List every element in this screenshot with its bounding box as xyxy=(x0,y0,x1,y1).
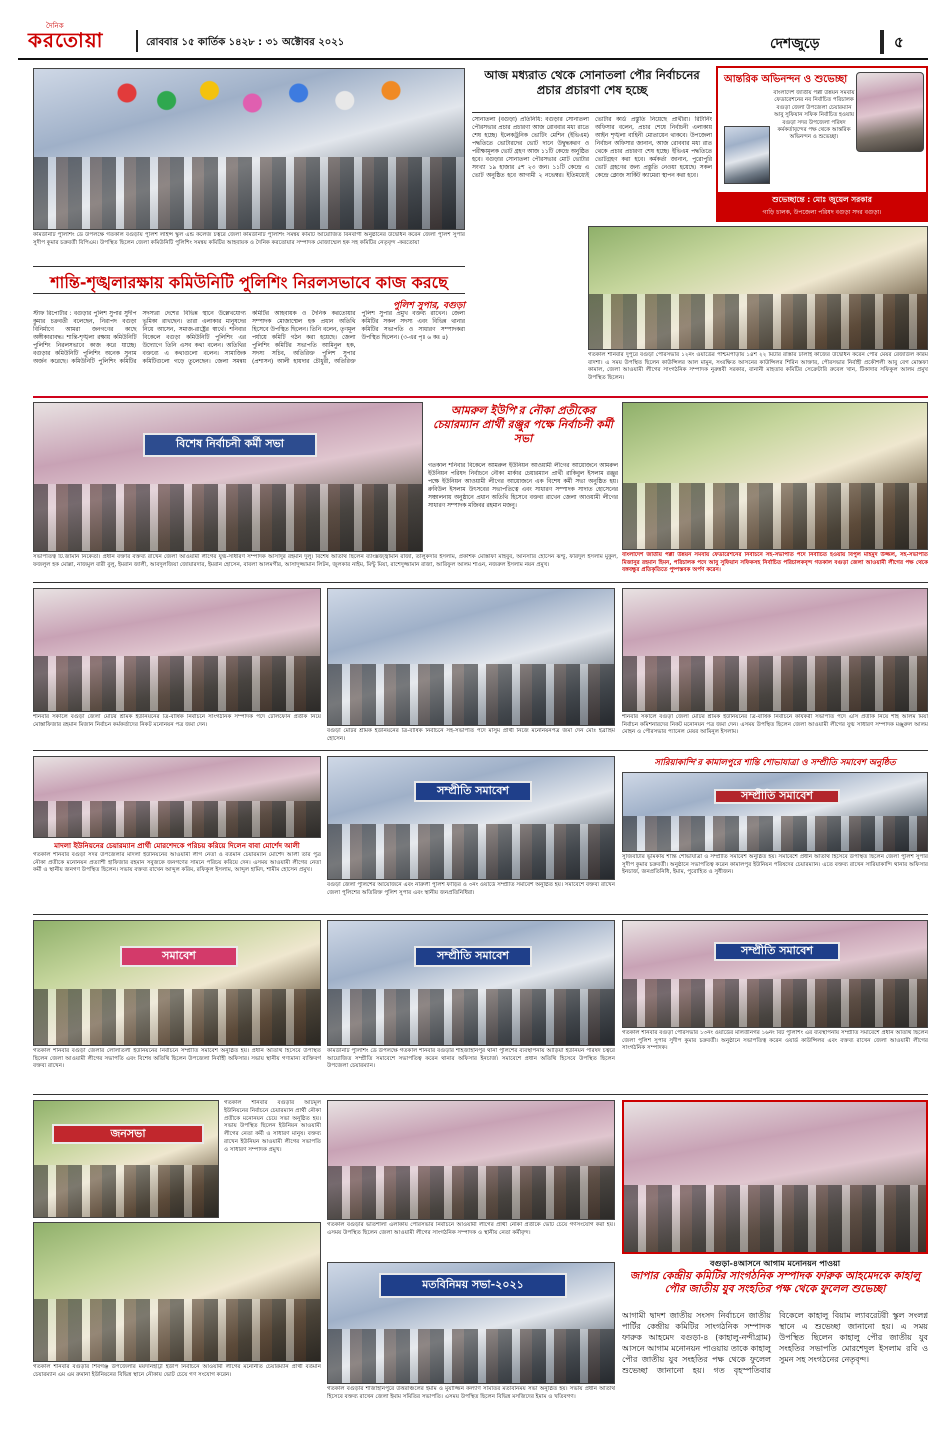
kahalu-kicker: বগুড়া-৪আসনে আগাম মনোনয়ন পাওয়া xyxy=(709,1259,841,1268)
ad-text: বাংলাদেশ জাতীয় পল্লী উন্নয়ন সমবায় ফেডারেশনের নব নির্বাচিত পরিচালক বগুড়া জেলা উপজেলা চেয়ারম্যান আবু সুফিয়ান সফিক নির্বাচিত হওয়ায় বগুড়া সদর উপজেলা পরিষদ কর্মকর্তাবৃন্দের পক্ষ থেকে আন্তরিক অভিনন্দন ও শুভেচ্ছা। xyxy=(773,90,855,141)
sariakandi-caption: সুজিবাটার ভূমিকায় শান্তি শোভাযাত্রা ও সম্প্রীতি সমাবেশ অনুষ্ঠিত হয়। সমাবেশে প্রধান অতিথি হিসেবে উপস্থিত ছিলেন জেলা পুলিশ সুপার সুদীপ কুমার চক্রবর্তী। অনুষ্ঠানে সভাপতিত্ব করেন কামালপুর ইউনিয়ন পরিষদের চেয়ারম্যান। এতে বক্তব্য রাখেন সারিয়াকান্দি থানার অফিসার ইনচার্জ, জনপ্রতিনিধি, ইমাম, পুরোহিত ও সুধীজন। xyxy=(622,854,928,876)
page-divider xyxy=(880,30,884,54)
campaign-photo xyxy=(33,1222,321,1362)
wreath-photo xyxy=(622,402,928,550)
logo-small: দৈনিক xyxy=(46,22,64,30)
section-divider-1 xyxy=(33,396,928,398)
masthead xyxy=(0,0,945,60)
nomination-caption-3: শনিবার সকালে বগুড়া জেলা মোটর শ্রমিক ইউনিয়নের ত্রি-বার্ষিক নির্বাচনে কার্যকরী সভাপতি পদে এসি প্রতীক নিয়ে শাহ আলম মিয়া নির্বাচন কমিশনারদের নিকট মনোনয়ন পত্র জমা দেন। এসময় উপস্থিত ছিলেন জেলা আওয়ামী লীগের যুগ্ম সাধারণ সম্পাদক মঞ্জুরুল আলম মোহন ও পৌরসভার প্যানেল মেয়র আমিনুল ইসলাম। xyxy=(622,714,928,736)
malotinagar-photo: সম্প্রীতি সমাবেশ xyxy=(622,920,928,1028)
awami-body: গতকাল শনিবার বিকেলে আমরুল ইউনিয়ন আওয়ামী লীগের আয়োজনে আমরুল ইউনিয়ন পরিষদ নির্বাচনে নৌকা মার্কার চেয়ারম্যান প্রার্থী রাকিবুল ইসলাম রঞ্জুর পক্ষে ইউনিয়ন আওয়ামী লীগের আয়োজনে এক বিশেষ কর্মী সভা অনুষ্ঠিত হয়। রুবিউল ইসলাম উৎসবের সভাপতিত্বে এবং সাধারণ সম্পাদক সাদাত হোসেনের সঞ্চালনায় অনুষ্ঠানে প্রধান অতিথি হিসেবে বক্তব্য রাখেন জেলা আওয়ামী লীগের সাধারণ সম্পাদক মজিবর রহমান মজনু। xyxy=(428,463,618,509)
shajahanpur-caption: কমিউনিটি পুলিশিং ডে উপলক্ষে গতকাল শনিবার বগুড়ার শাহজাহানপুর থানা পুলিশের ব্যবস্থাপনায় আড়িয়া ইউনিয়ন পরিষদ চত্বরে আয়োজিত সম্প্রীতি সমাবেশে সভাপতিত্ব করেন থানার অফিসার ইনচার্জ। সমাবেশে প্রধান অতিথি হিসেবে উপস্থিত ছিলেন উপজেলা চেয়ারম্যান। xyxy=(327,1048,615,1070)
bhatshala-caption: গতকাল বগুড়ার ভাতশালা এলাকায় পৌরসভার নির্বাচনে আওয়ামী লীগের প্রার্থী নৌকা প্রতীকে ভোট চেয়ে গণসংযোগ করা হয়। এসময় উপস্থিত ছিলেন জেলা আওয়ামী লীগের সাংগঠনিক সম্পাদক ও স্থানীয় নেতা কর্মীবৃন্দ। xyxy=(327,1222,615,1236)
atmul-text: গতকাল শনিবার বগুড়ার আটমূল ইউনিয়নের নির্বাচনে চেয়ারম্যান প্রার্থী নৌকা প্রতীকে মনোনয়ন চেয়ে সভা অনুষ্ঠিত হয়। সভায় উপস্থিত ছিলেন ইউনিয়ন আওয়ামী লীগের নেতা কর্মী ও সাধারণ মানুষ। বক্তব্য রাখেন ইউনিয়ন আওয়ামী লীগের সভাপতি ও সাধারণ সম্পাদক প্রমুখ। xyxy=(224,1100,321,1153)
ad-sponsor-bar xyxy=(718,192,926,220)
kahalu-body: আগামী দ্বাদশ জাতীয় সংসদ নির্বাচনে জাতীয় পার্টির কেন্দ্রীয় কমিটির সাংগঠনিক সম্পাদক ফারুক আহমেদ বগুড়া-৪ (কাহালু-নন্দীগ্রাম) আসনে আগাম মনোনয়ন পাওয়ায় তাকে কাহালু পৌর জাতীয় যুব সংহতির পক্ষ থেকে ফুলেল শুভেচ্ছা জানানো হয়। গত বৃহস্পতিবার বিকেলে কাহালু বিয়াম ল্যাবরেটরী স্কুল সংলগ্ন স্থানে এ শুভেচ্ছা জানানো হয়। এ সময় উপস্থিত ছিলেন কাহালু পৌর জাতীয় যুব সংহতির সভাপতি মোরশেদুল ইসলাম রবি ও সুমন সহ সংগঠনের নেতৃবৃন্দ। xyxy=(622,1311,928,1375)
top-headline-box xyxy=(33,266,465,294)
section-name: দেশজুড়ে xyxy=(770,36,820,52)
sariakandi-title: সারিয়াকান্দি'র কামালপুরে শান্তি শোভাযাত্রা ও সম্প্রীতি সমাবেশ অনুষ্ঠিত xyxy=(654,758,896,768)
top-headline: শান্তি-শৃঙ্খলারক্ষায় কমিউনিটি পুলিশিং নিরলসভাবে কাজ করছে xyxy=(50,273,448,292)
shajahanpur-photo: সম্প্রীতি সমাবেশ xyxy=(327,920,615,1046)
ad-sponsor-sub: গাড়ি চালক, উপজেলা পরিষদ বগুড়া সদর বগুড়া। xyxy=(762,209,882,216)
section-divider-5 xyxy=(33,1094,928,1095)
flower-greeting-photo xyxy=(622,1100,928,1254)
kahalu-headline: জাপার কেন্দ্রীয় কমিটির সাংগঠনিক সম্পাদক ফারুক আহমেদকে কাহালু পৌর জাতীয় যুব সংহতির পক্ষ থেকে ফুলেল শুভেচ্ছা xyxy=(629,1270,921,1295)
issue-date: রোববার ১৫ কার্তিক ১৪২৮ : ৩১ অক্টোবর ২০২১ xyxy=(146,37,345,48)
section-divider-4 xyxy=(33,914,928,915)
ad-portrait-left xyxy=(724,126,770,184)
masthead-rule xyxy=(18,58,928,60)
ad-title: আন্তরিক অভিনন্দন ও শুভেচ্ছা xyxy=(724,74,848,85)
event-banner: মতবিনিময় সভা-২০২১ xyxy=(379,1273,566,1299)
balloons xyxy=(94,73,424,123)
awami-headline: আমরুল ইউপি'র নৌকা প্রতীকের চেয়ারম্যান প্রার্থী রঞ্জুর পক্ষে নির্বাচনী কর্মী সভা xyxy=(433,404,613,445)
logo-divider xyxy=(136,30,138,52)
road-construction-caption: গতকাল শনিবার দুপুরে বগুড়া পৌরসভার ১২নং ওয়ার্ডের পশ্চিমপাড়ায় ১৪শ ২২ মিটার রাস্তার ঢালাই কাজের উদ্বোধন করেন পৌর মেয়র রেজাউল করিম বাদশা। এ সময় উপস্থিত ছিলেন কাউন্সিলর আল মামুন, সংরক্ষিত আসনের কাউন্সিলর শিরিন আক্তার, পৌরসভার নির্বাহী প্রকৌশলী আবু বেগ মোস্তফা কামাল, জেলা আওয়ামী লীগের সাংগঠনিক সম্পাদক নুরুন্নবী সরকার, বানানী মাহতাব কমিটির সেক্রেটারি রুবেল খান, টিকাদার সফিকুল আলম প্রমুখ উপস্থিত ছিলেন। xyxy=(588,352,928,381)
bhatshala-photo xyxy=(327,1100,615,1220)
nomination-photo-1 xyxy=(33,588,321,712)
awami-caption: সভাপতিত্ব টি.জামান নিকেতা। প্রধান বক্তার বক্তব্য রাখেন জেলা আওয়ামী লীগের যুগ্ম-সাধারণ সম্পাদক আসাদুর রহমান দুলু। বিশেষ অতিথি ছিলেন ব্যাংক্সজ্জ্বামান রাজা, তালুকদার ইসলাম, প্রকাশক মোস্তাফা মাহবুব, আনসারি হোসেন ঝণ্টু, ফরিদুল ইসলাম মুকুল, ফজলুল হক মোল্লা, নাজমুল বারী বুলু, ইমরান জালী, আবদুলজিয়া জোয়ারদার, ইমরান হোসেন, বাবলা আলমগীর, আসাদুজ্জামান লিটন, জুলকার নাইম, মিন্টু মিয়া, রাশেদুজ্জামান রাজা, আরিফুল আলম শাওন, নজরুল ইসলাম নয়ন প্রমুখ। xyxy=(33,554,618,568)
nomination-photo-2 xyxy=(327,588,615,726)
madla-union-photo xyxy=(33,756,321,838)
atmul-photo: জনসভা xyxy=(33,1100,219,1218)
community-police-photo xyxy=(33,68,465,230)
madla-title: মাদলা ইউনিয়নের চেয়ারম্যান প্রার্থী মোরশেদকে পরিচয় করিয়ে দিলেন বাবা মোর্শেদ আলী xyxy=(54,842,300,850)
campaign-caption: গতকাল শনিবার বগুড়ার শিবগঞ্জ উপজেলার ময়দানহাট্টা ইউপি নির্বাচনে আওয়ামী লীগের মনোনীত চেয়ারম্যান প্রার্থী বর্তমান চেয়ারম্যান এম এম রুমানা ইউনিয়নের বিভিন্ন স্থানে নৌকায় ভোট চেয়ে গণ সংযোগ করেন। xyxy=(33,1364,321,1378)
election-headline: আজ মধ্যরাত থেকে সোনাতলা পৌর নির্বাচনের প্রচার প্রচারণা শেষ হচ্ছে xyxy=(484,68,700,97)
nomination-photo-3 xyxy=(622,588,928,712)
top-subhead: পুলিশ সুপার, বগুড়া xyxy=(392,301,465,311)
lolatoli-photo: সমাবেশ xyxy=(33,920,321,1046)
section-divider-3 xyxy=(33,750,928,751)
harmony-rally-caption: বগুড়া জেলা পুলিশের আয়োজনে এবং নারুলী পুলিশ ফাঁড়ির ও ৩নং ওয়ার্ডে সম্প্রীতি সমাবেশ অনুষ্ঠিত হয়। সমাবেশে বক্তব্য রাখেন জেলা পুলিশের অতিরিক্ত পুলিশ সুপার এবং স্থানীয় জনপ্রতিনিধিরা। xyxy=(327,882,615,896)
top-photo-caption: কমিউনিটি পুলিশিং ডে উপলক্ষে গতকাল বগুড়ায় পুলিশ লাইন্স স্কুল এন্ড কলেজ চত্বরে জেলা কমিউনিটি পুলিশিং সমন্বয় কমিটি আয়োজিত বিনবাগী অনুষ্ঠানের উদ্বোধন করেন জেলা পুলিশ সুপার সুদীপ কুমার চক্রবর্তী বিপিএম। উপস্থিত ছিলেন জেলা কমিউনিটি পুলিশিং সমন্বয় কমিটির আহবায়ক ও দৈনিক করতোয়ার সম্পাদক মোজাম্মেল হক সহ কমিটির নেতৃবৃন্দ -করতোয়া xyxy=(33,232,465,246)
nomination-caption-2: বগুড়া মোটর শ্রমিক ইউনিয়নের ত্রি-বার্ষিক নির্বাচনে সহ-সভাপতি পদে মাসুম প্রার্থী নিজে মনোনয়নপত্র জমা দেন মোঃ ইব্রাহিম হোসেন। xyxy=(327,728,615,742)
harmony-rally-photo: সম্প্রীতি সমাবেশ xyxy=(327,756,615,880)
election-rule xyxy=(472,112,712,113)
road-construction-photo xyxy=(588,226,928,350)
ad-sponsor: শুভেচ্ছান্তে : মোঃ জুয়েল সরকার xyxy=(772,195,872,204)
sariakandi-photo: সম্প্রীতি সমাবেশ xyxy=(622,772,928,852)
section-divider-2 xyxy=(33,582,928,583)
top-story-body: স্টাফ রিপোর্টার : বগুড়ার পুলিশ সুপার সুদীপ কুমার চক্রবর্তী বলেছেন, নিরাপদ বগুড়া বিনির্মাণে আমরা জনগণের কাছে অঙ্গীকারাবদ্ধ। শান্তি-শৃঙ্খলা রক্ষায় কমিউনিটি পুলিশিং নিরলসভাবে কাজ করে যাচ্ছে। বগুড়ার কমিউনিটি পুলিশিং অনেক সুনাম অর্জন করেছে। কমিউনিটি পুলিশিং কমিটির সদস্যরা দেশের বিভিন্ন স্থানে উল্লেখযোগ্য ভূমিকা রাখছেন। তারা এলাকার মানুষদের নিয়ে আসেন, সমাজ-রাষ্ট্রের স্বার্থে। শনিবার বিকেলে বগুড়া কমিউনিটি পুলিশিং এর উদ্যোগে তিনি এসব কথা বলেন। অতিথির বক্তব্যে এ কথাগুলো বলেন। সামাজিক কমিটিগুলো গড়ে তুলেছেন। জেলা সমন্বয় কমিটির আহবায়ক ও দৈনিক করতোয়ার সম্পাদক মোজাম্মেল হক প্রধান অতিথি হিসেবে উপস্থিত ছিলেন। তিনি বলেন, তৃণমূল পর্যায়ে কমিটি গঠন করা হয়েছে। জেলা পুলিশিং কমিটির সভাপতি আমিনুল হক, সদস্য সচিব, অতিরিক্ত পুলিশ সুপার (প্রশাসন) আলী হায়দার চৌধুরী, অতিরিক্ত পুলিশ সুপার প্রমুখ বক্তব্য রাখেন। জেলা কমিটির সকল সদস্য এবং বিভিন্ন থানার কমিটির সভাপতি ও সাধারণ সম্পাদকরা উপস্থিত ছিলেন। (৩-এর পৃঃ ৬ কঃ ৪) xyxy=(33,311,465,365)
ad-portrait-right xyxy=(856,72,924,152)
madla-caption: গতকাল শনিবার বগুড়া সদর উপজেলার মাদলা ইউনিয়নের আওয়ামী লীগ নেতা ও বর্তমান চেয়ারম্যান মোর্শেদ আলী তার পুত্র নৌকা প্রতীকে মনোনয়ন প্রত্যাশী হাফিজার রহমান সবুজকে জনগণের সামনে পরিচয় করিয়ে দেন। এসময় আওয়ামী লীগের নেতা কর্মী ও স্থানীয় জনগণ উপস্থিত ছিলেন। সভায় বক্তব্য রাখেন আব্দুল করিম, রফিকুল ইসলাম, আব্দুল হামিদ, শামীম হোসেন প্রমুখ। xyxy=(33,852,321,874)
wreath-caption: বাংলাদেশ জাতীয় পল্লী উন্নয়ন সমবায় ফেডারেশনের নির্বাচনে সহ-সভাপতি পদে নির্বাচিত হওয়ায় বিপুল মাহমুদ উজ্জল, সহ-সভাপতি মিজানুর রহমান হিমন, পরিচালক পদে আবু সুফিয়ান সফিকসহ নির্বাচিত পরিচালকবৃন্দ গতকাল বগুড়া জেলা আওয়ামী লীগের পক্ষ থেকে বঙ্গবন্ধুর প্রতিকৃতিতে পুষ্পস্তবক অর্পণ করেন। xyxy=(622,552,928,574)
lolatoli-caption: গতকাল শনিবার বগুড়া জেলার লোলাতলী ইউনিয়নের নির্বাচনে সম্প্রীতি সমাবেশ অনুষ্ঠিত হয়। প্রধান অতিথি হিসেবে উপস্থিত ছিলেন জেলা আওয়ামী লীগের সভাপতি এবং বিশেষ অতিথি ছিলেন উপজেলা নির্বাহী অফিসার। সভায় স্থানীয় গণ্যমান্য ব্যক্তিবর্গ বক্তব্য রাখেন। xyxy=(33,1048,321,1070)
imam-meeting-photo xyxy=(327,1262,615,1384)
election-body: সোনাতলা (বগুড়া) প্রতিনিধি: বগুড়ার সোনাতলা পৌরসভার প্রচার প্রচারণা আজ রোববার মধ্য রাতে শেষ হচ্ছে। ইলেকট্রনিক ভোটিং মেশিন (ইভিএম) পদ্ধতিতে ভোটারদের ভোট দানে উদ্বুদ্ধকরণ ও পরীক্ষামূলক ভোট গ্রহণ আজ ১১টি কেন্দ্রে অনুষ্ঠিত হবে। বগুড়ার সোনাতলা পৌরসভার মোট ভোটার সংখ্যা ১৯ হাজার ৫শ ২৩ জন। ১১টি কেন্দ্রে এ ভোট অনুষ্ঠিত হবে আগামী ২ নভেম্বর। ইতিমধ্যেই ভোটার কার্ড প্রস্তুতি নিয়েছে প্রার্থীরা। রিটার্নিং অফিসার বলেন, প্রচার শেষে নির্বাচনী এলাকায় আইন শৃঙ্খলা বাহিনী মোতায়েন থাকবে। উপজেলা নির্বাচন অফিসার জানান, আজ রোববার মধ্য রাত থেকে প্রচার প্রচারণা শেষ হচ্ছে। ইভিএম পদ্ধতিতে ভোটগ্রহণ করা হবে। কর্মকর্তা জানান, পুরোপুরি ভোট গ্রহণের জন্য প্রস্তুতি নেওয়া হয়েছে। সকল কেন্দ্রে ক্লোজ সার্কিট ক্যামেরা স্থাপন করা হবে। xyxy=(472,117,712,179)
imam-meeting-caption: গতকাল বগুড়ার শাজাহানপুরে উত্তরাঞ্চলের ইমাম ও মুয়াজ্জিন কল্যাণ সমিতির মতবিনিময় সভা অনুষ্ঠিত হয়। সভায় প্রধান অতিথি হিসেবে বক্তব্য রাখেন জেলা ইমাম সমিতির সভাপতি। এসময় উপস্থিত ছিলেন বিভিন্ন মসজিদের ইমাম ও খতিবগণ। xyxy=(327,1386,615,1400)
greeting-ad xyxy=(716,66,928,222)
workers-meeting-photo: বিশেষ নির্বাচনী কর্মী সভা xyxy=(33,402,423,552)
malotinagar-caption: গতকাল শনিবার বগুড়া পৌরসভার ১৩নং ওয়ার্ডের মালতীনগর ১৬নং বিট পুলিশিং এর ব্যবস্থাপনায় সম্প্রীতি সমাবেশে প্রধান অতিথি ছিলেন জেলা পুলিশ সুপার সুদীপ কুমার চক্রবর্তী। অনুষ্ঠানে সভাপতিত্ব করেন ওয়ার্ড কাউন্সিলর এবং বক্তব্য রাখেন জেলা আওয়ামী লীগের সাংগঠনিক সম্পাদক। xyxy=(622,1030,928,1052)
nomination-caption-1: শনিবার সকালে বগুড়া জেলা মোটর শ্রমিক ইউনিয়নের ত্রি-বার্ষিক নির্বাচনে সাংগঠনিক সম্পাদক পদে টেলিফোন প্রতীক নিয়ে মোস্তাফিজার রহমান মিজান নির্বাচন কর্মকর্তাদের নিকট মনোনয়ন পত্র জমা দেন। xyxy=(33,714,321,728)
page-number: ৫ xyxy=(894,33,904,51)
newspaper-logo: করতোয়া xyxy=(28,28,104,52)
